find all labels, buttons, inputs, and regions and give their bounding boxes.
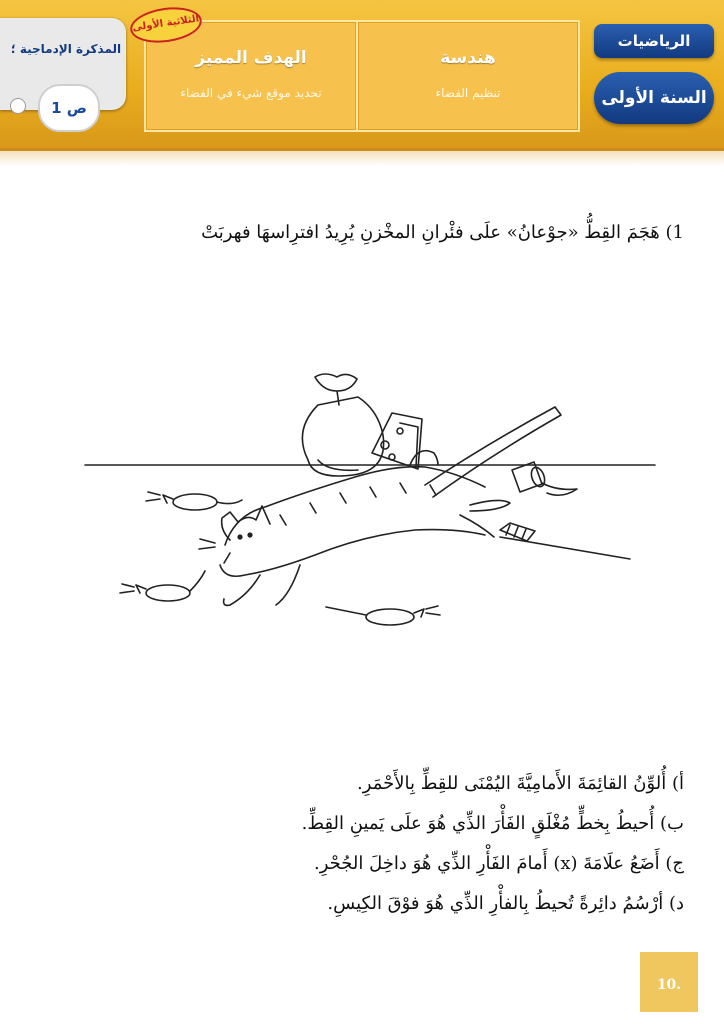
punch-hole-icon [10, 98, 26, 114]
header-banner [0, 0, 724, 151]
bucket-icon [512, 462, 577, 495]
task-list [44, 764, 684, 924]
cat-and-mice-illustration [80, 365, 660, 645]
page-number: 10. [640, 952, 698, 1012]
trimester-stamp: الثلاثية الأولى [128, 3, 204, 47]
goal-title: الهدف المميز [195, 48, 307, 68]
subject-label: الرياضيات [594, 24, 714, 58]
goal-subtitle: تحديد موقع شيء في الفضاء [180, 86, 322, 100]
memo-title: المذكرة الإدماجية ؛ [10, 42, 122, 56]
domain-box [356, 20, 580, 132]
mouse-hole-icon [410, 451, 438, 465]
task-item: د) أرْسُمُ دائِرةً تُحيطُ بِالفأْرِ الذِّي هُوَ فوْقَ الكِيسِ. [327, 893, 684, 914]
page-reference-badge: ص 1 [38, 84, 100, 132]
domain-title: هندسة [440, 48, 496, 68]
mouse-left-bottom-icon [120, 571, 205, 601]
task-item: ج) أَضَعُ علَامَةَ (x) أَمامَ الفَأْرِ الذِّي هُوَ داخِلَ الجُحْرِ. [314, 853, 684, 874]
year-label: السنة الأولى [594, 72, 714, 124]
task-item: ب) أُحيطُ بِخطٍّ مُغْلَقٍ الفَأْرَ الذِّي هُوَ علَى يَمينِ القِطِّ. [301, 813, 684, 834]
broom-icon [500, 523, 630, 559]
sack-icon [302, 374, 383, 476]
task-item: أ) أُلوِّنُ القائِمَةَ الأَمامِيَّةَ اليُمْنَى للقِطِّ بِالأَحْمَرِ. [357, 773, 684, 794]
mouse-left-top-icon [146, 492, 242, 510]
exercise-statement: 1) هَجَمَ القِطُّ «جوْعانُ» علَى فئْرانِ المخْزنِ يُرِيدُ افترِاسهَا فهربَتْ [201, 222, 684, 243]
domain-subtitle: تنظيم الفضاء [435, 86, 501, 100]
mouse-bottom-right-icon [326, 606, 440, 625]
